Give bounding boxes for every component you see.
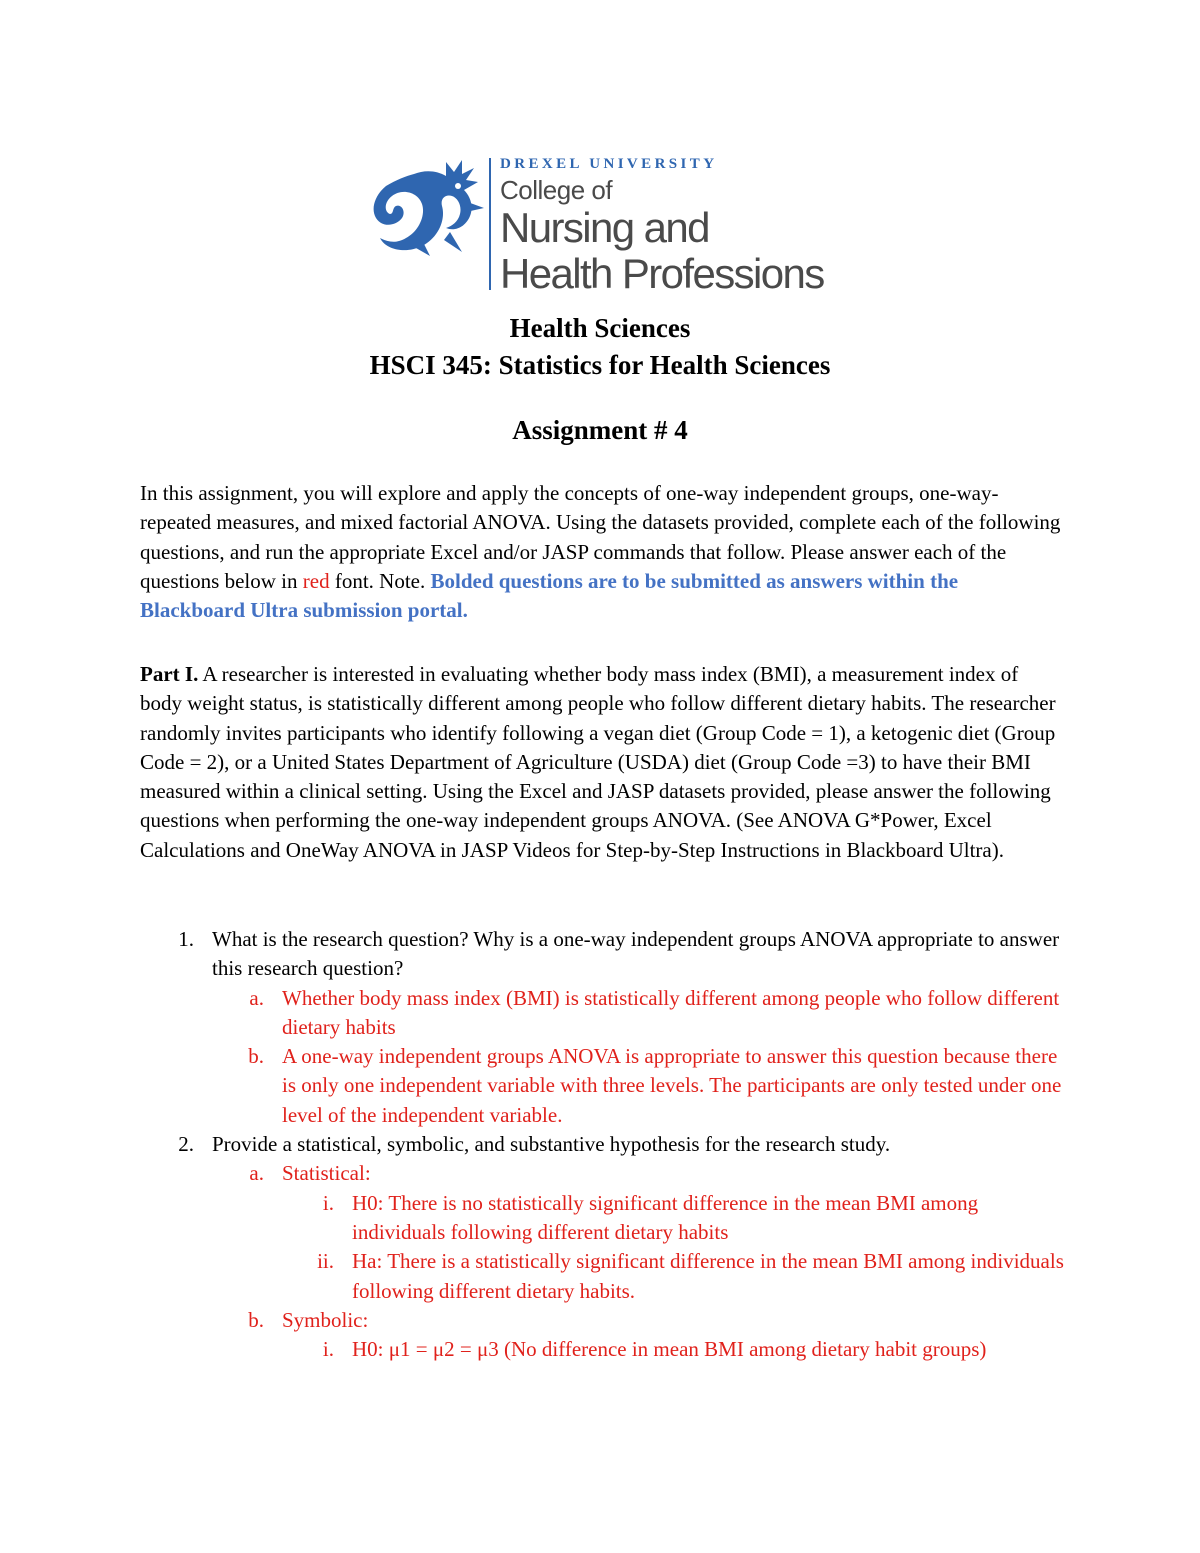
answer-letter: b.: [248, 1307, 264, 1332]
part1-paragraph: [140, 660, 1065, 865]
answer-text: Symbolic:: [282, 1307, 369, 1332]
sub-answer-item: [140, 1189, 1065, 1248]
answer-letter: b.: [248, 1044, 264, 1069]
answer-item: [140, 1042, 1065, 1130]
answer-letter: a.: [249, 1161, 264, 1186]
sub-answer-text: Ha: There is a statistically significant difference in the mean BMI among individuals following different dietary habits.: [352, 1249, 1064, 1303]
part1-label: Part I.: [140, 662, 199, 686]
logo-line1: Nursing and: [500, 204, 709, 251]
answer-item: [140, 1159, 1065, 1188]
question-number: 2.: [178, 1132, 194, 1157]
question-item: [140, 1130, 1065, 1159]
answer-item: [140, 984, 1065, 1043]
intro-paragraph: [140, 479, 1065, 625]
question-number: 1.: [178, 927, 194, 951]
logo-college: College of: [500, 175, 613, 205]
sub-answer-item: [140, 1247, 1065, 1306]
assignment-title: Assignment # 4: [512, 415, 688, 445]
logo-university: DREXEL UNIVERSITY: [500, 156, 718, 172]
logo-divider: [489, 158, 491, 290]
logo-wordmark: [500, 155, 824, 297]
sub-answer-text: H0: There is no statistically significant difference in the mean BMI among individuals following different dietary habits: [352, 1190, 979, 1244]
drexel-dragon-icon: [366, 156, 488, 256]
answer-letter: a.: [249, 985, 264, 1010]
part1-text: A researcher is interested in evaluating whether body mass index (BMI), a measurement index of body weight status, is statistically different among people who follow different dietary habits. The researcher randomly invites participants who identify following a vegan diet (Group Code = 1), a ketogenic diet (Group Code = 2), or a United States Department of Agriculture (USDA) diet (Group Code =3) to have their BMI measured within a clinical setting. Using the Excel and JASP datasets provided, please answer the following questions when performing the one-way independent groups ANOVA. (See ANOVA G*Power, Excel Calculations and OneWay ANOVA in JASP Videos for Step-by-Step Instructions in Blackboard Ultra).: [140, 662, 1056, 862]
document-header: [0, 310, 1200, 449]
sub-answer-item: [140, 1335, 1065, 1364]
department-title: Health Sciences: [509, 313, 691, 343]
question-text: Provide a statistical, symbolic, and substantive hypothesis for the research study.: [212, 1132, 891, 1157]
intro-text: In this assignment, you will explore and apply the concepts of one-way independent groups, one-way-repeated measures, and mixed factorial ANOVA. Using the datasets provided, complete each of the following questions, and run the appropriate Excel and/or JASP commands that follow. Please answer each of the questions below in: [140, 481, 1061, 593]
sub-answer-numeral: ii.: [317, 1249, 334, 1274]
answer-text: Whether body mass index (BMI) is statistically different among people who follow different dietary habits: [282, 985, 1060, 1039]
intro-note: Bolded questions are to be submitted as answers within the Blackboard Ultra submission portal.: [140, 568, 959, 623]
course-title: HSCI 345: Statistics for Health Sciences: [369, 350, 831, 380]
answer-item: [140, 1306, 1065, 1335]
sub-answer-numeral: i.: [322, 1337, 334, 1362]
college-logo: [366, 150, 836, 295]
answer-text: Statistical:: [282, 1161, 371, 1186]
question-item: [140, 925, 1065, 984]
intro-red-word: red: [302, 568, 330, 593]
question-list: [140, 925, 1065, 1364]
sub-answer-numeral: i.: [322, 1190, 334, 1215]
intro-text-2: font. Note.: [329, 568, 431, 593]
answer-text: A one-way independent groups ANOVA is appropriate to answer this question because there is only one independent variable with three levels. The participants are only tested under one level of the independent variable.: [282, 1044, 1062, 1127]
question-text: What is the research question? Why is a one-way independent groups ANOVA appropriate to answer this research question?: [212, 927, 1060, 981]
logo-line2: Health Professions: [500, 250, 824, 297]
sub-answer-text: H0: μ1 = μ2 = μ3 (No difference in mean BMI among dietary habit groups): [352, 1337, 987, 1362]
